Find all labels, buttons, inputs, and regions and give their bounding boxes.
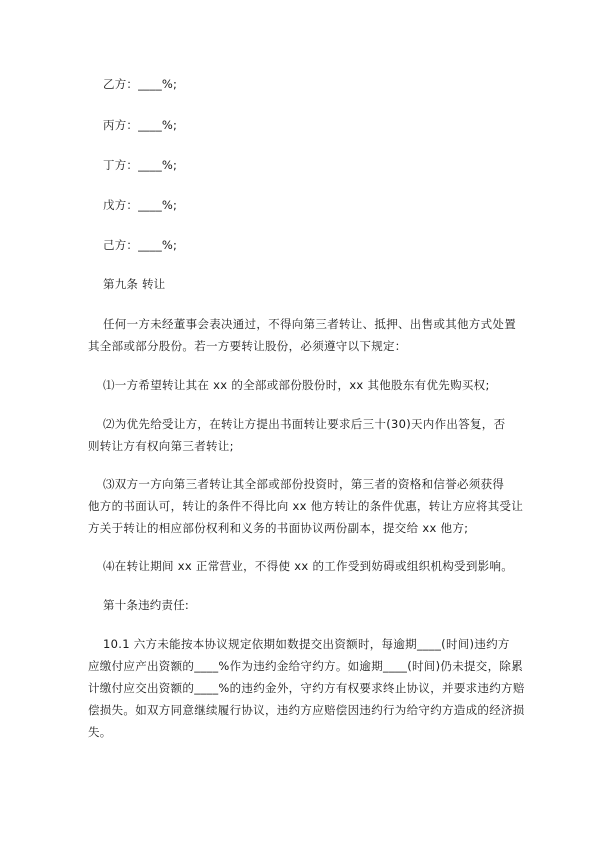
article-9-item-2-line-2: 则转让方有权向第三者转让; (88, 439, 234, 453)
article-9-item-1 (88, 374, 528, 396)
article-10-clause-line-2: 应缴付应产出资额的____%作为违约金给守约方。如逾期____(时间)仍未提交，除累 (88, 659, 523, 673)
share-line-bing: 丙方：____%; (103, 118, 178, 132)
article-9-item-3 (88, 473, 528, 539)
article-9-intro-line-2: 其全部或部分股份。若一方要转让股份，必须遵守以下规定： (88, 339, 407, 353)
article-9-item-3-line-1: ⑶双方一方向第三者转让其全部或部份投资时，第三者的资格和信誉必须获得 (103, 477, 505, 491)
article-9-item-2-line-1: ⑵为优先给受让方，在转让方提出书面转让要求后三十(30)天内作出答复，否 (103, 417, 506, 431)
article-9-intro (88, 313, 528, 357)
share-line-ji: 己方：____%; (103, 238, 178, 252)
share-line-wu: 戊方：____%; (103, 198, 178, 212)
article-9-intro-line-1: 任何一方未经董事会表决通过，不得向第三者转让、抵押、出售或其他方式处置 (103, 317, 516, 331)
article-10-clause-line-5: 失。 (88, 725, 112, 739)
article-9-item-4-line-1: ⑷在转让期间 xx 正常营业，不得使 xx 的工作受到妨碍或组织机构受到影响。 (103, 559, 514, 573)
article-10-clause-line-3: 计缴付应交出资额的____%的违约金外，守约方有权要求终止协议，并要求违约方赔 (88, 681, 525, 695)
article-9-item-2 (88, 413, 528, 457)
article-9-item-3-line-3: 方关于转让的相应部份权利和义务的书面协议两份副本，提交给 xx 他方; (88, 521, 469, 535)
article-10-heading: 第十条违约责任: (103, 598, 189, 612)
share-line-ding: 丁方：____%; (103, 158, 178, 172)
article-10-clause-line-1: 10.1 六方未能按本协议规定依期如数提交出资额时，每逾期____(时间)违约方 (103, 637, 510, 651)
article-9-item-3-line-2: 他方的书面认可，转让的条件不得比向 xx 他方转让的条件优惠，转让方应将其受让 (88, 499, 524, 513)
article-10-clause (88, 633, 528, 743)
share-line-yi: 乙方：____%; (103, 77, 178, 91)
article-9-item-4 (88, 555, 528, 577)
article-9-heading: 第九条 转让 (103, 277, 166, 291)
article-9-item-1-line-1: ⑴一方希望转让其在 xx 的全部或部份股份时，xx 其他股东有优先购买权; (103, 378, 490, 392)
article-10-clause-line-4: 偿损失。如双方同意继续履行协议，违约方应赔偿因违约行为给守约方造成的经济损 (88, 703, 525, 717)
